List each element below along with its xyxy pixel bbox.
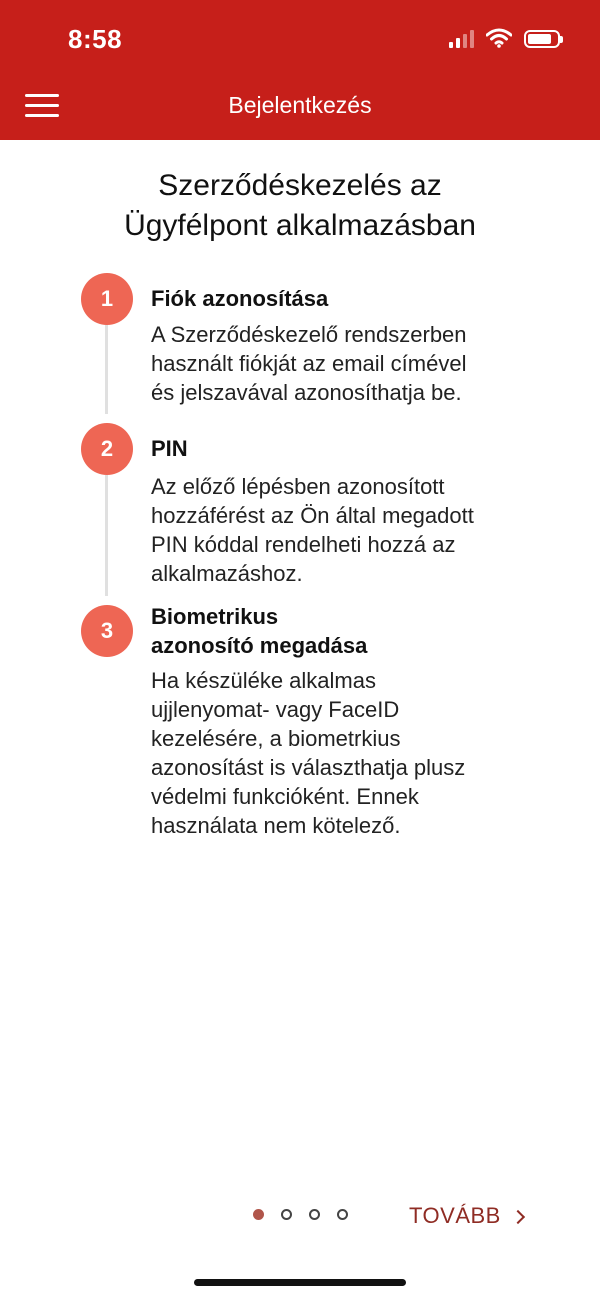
page-indicator <box>253 1209 348 1220</box>
step-title-line: Fiók azonosítása <box>151 286 329 311</box>
step-title <box>151 602 531 660</box>
signal-icon <box>449 28 474 48</box>
step-connector-line <box>105 475 108 596</box>
step-description-line: Az előző lépésben azonosított <box>151 474 445 499</box>
page-dot[interactable] <box>309 1209 320 1220</box>
step-description-line: és jelszavával azonosíthatja be. <box>151 380 462 405</box>
intro-title <box>40 166 560 246</box>
page-dot[interactable] <box>281 1209 292 1220</box>
page-dot-active[interactable] <box>253 1209 264 1220</box>
step-title <box>151 434 531 463</box>
step-description-line: A Szerződéskezelő rendszerben <box>151 322 467 347</box>
step-description-line: Ha készüléke alkalmas <box>151 668 376 693</box>
step-number-badge: 1 <box>81 273 133 325</box>
top-bar <box>0 0 600 140</box>
step-title-line: azonosító megadása <box>151 633 368 658</box>
step-description-line: kezelésére, a biometrkius <box>151 726 401 751</box>
step-title-line: PIN <box>151 436 188 461</box>
step-description-line: védelmi funkcióként. Ennek <box>151 784 419 809</box>
step-description <box>151 472 531 588</box>
intro-title-line-1: Szerződéskezelés az <box>158 169 442 202</box>
battery-icon <box>524 30 560 48</box>
step-description-line: ujjlenyomat- vagy FaceID <box>151 697 400 722</box>
step-description-line: használt fiókját az email címével <box>151 351 467 376</box>
wifi-icon <box>486 28 512 48</box>
next-button-label: TOVÁBB <box>409 1203 501 1228</box>
step-description-line: azonosítást is választhatja plusz <box>151 755 466 780</box>
intro-title-line-2: Ügyfélpont alkalmazásban <box>124 209 476 242</box>
step-title <box>151 284 531 313</box>
step-description <box>151 666 531 840</box>
status-icons <box>449 28 560 48</box>
page-dot[interactable] <box>337 1209 348 1220</box>
next-button[interactable] <box>409 1203 523 1229</box>
step-description-line: használata nem kötelező. <box>151 813 401 838</box>
step-description <box>151 320 531 407</box>
home-indicator[interactable] <box>194 1279 406 1286</box>
step-description-line: alkalmazáshoz. <box>151 561 303 586</box>
step-title-line: Biometrikus <box>151 604 279 629</box>
step-number-badge: 3 <box>81 605 133 657</box>
step-description-line: PIN kóddal rendelheti hozzá az <box>151 532 456 557</box>
chevron-right-icon <box>511 1209 525 1223</box>
step-number-badge: 2 <box>81 423 133 475</box>
status-time: 8:58 <box>68 24 123 54</box>
step-description-line: hozzáférést az Ön által megadott <box>151 503 474 528</box>
page-header-title: Bejelentkezés <box>228 92 372 118</box>
step-connector-line <box>105 322 108 414</box>
